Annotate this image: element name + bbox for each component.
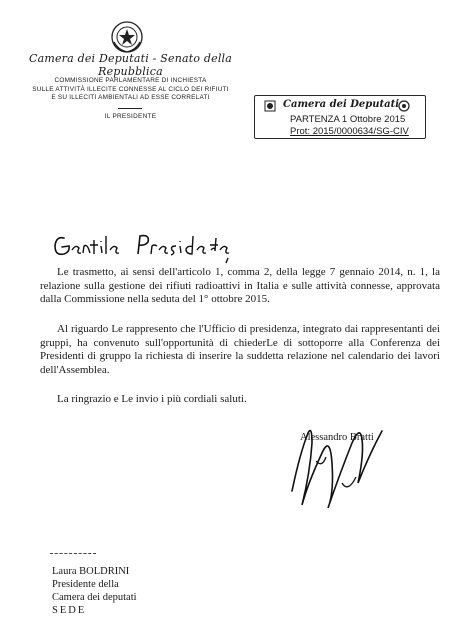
- stamp-title: Camera dei Deputati: [283, 99, 400, 110]
- commission-name: [8, 77, 253, 103]
- stamp-seal-icon: [264, 100, 276, 112]
- parliament-emblem-icon: [398, 100, 410, 112]
- commission-line: COMMISSIONE PARLAMENTARE DI INCHIESTA: [54, 77, 207, 84]
- handwritten-salutation: [50, 226, 230, 266]
- handwritten-signature: [282, 413, 402, 513]
- recipient-location: SEDE: [52, 605, 87, 616]
- letter-paragraph: Al riguardo Le rappresento che l'Ufficio di presidenza, integrato dai rappresentanti dei gruppi, ha convenuto sull'opportunità di chiederLe di sottoporre alla Conferenza dei Presidenti di gruppo la richiesta di inserire la suddetta relazione nel calendario dei lavori dell'Assemblea.: [40, 323, 440, 376]
- letter-paragraph: La ringrazio e Le invio i più cordiali saluti.: [57, 393, 247, 405]
- italian-republic-emblem-icon: [110, 20, 144, 54]
- address-divider: [50, 553, 96, 554]
- office-title: IL PRESIDENTE: [104, 113, 157, 120]
- recipient-title: Presidente della: [52, 579, 119, 590]
- institution-name: Camera dei Deputati - Senato della Repubblica: [28, 52, 233, 78]
- commission-line: SULLE ATTIVITÀ ILLECITE CONNESSE AL CICLO DEI RIFIUTI: [32, 85, 229, 93]
- recipient-name: Laura BOLDRINI: [52, 566, 130, 577]
- salutation-handwriting: [50, 226, 230, 266]
- salutation-text: [50, 226, 58, 227]
- stamp-departure-date: PARTENZA 1 Ottobre 2015: [290, 114, 406, 125]
- letterhead-divider: [118, 108, 142, 109]
- stamp-protocol-number: Prot: 2015/0000634/SG-CIV: [290, 126, 409, 137]
- letter-paragraph: Le trasmetto, ai sensi dell'articolo 1, comma 2, della legge 7 gennaio 2014, n. 1, la relazione sulla gestione dei rifiuti radioattivi in Italia e sulle attività connesse, approvata dalla Commissione nella seduta del 1° ottobre 2015.: [40, 266, 440, 306]
- signatory-name: Alessandro Bratti: [300, 432, 374, 443]
- recipient-institution: Camera dei deputati: [52, 592, 137, 603]
- commission-line: E SU ILLECITI AMBIENTALI AD ESSE CORRELATI: [51, 94, 210, 102]
